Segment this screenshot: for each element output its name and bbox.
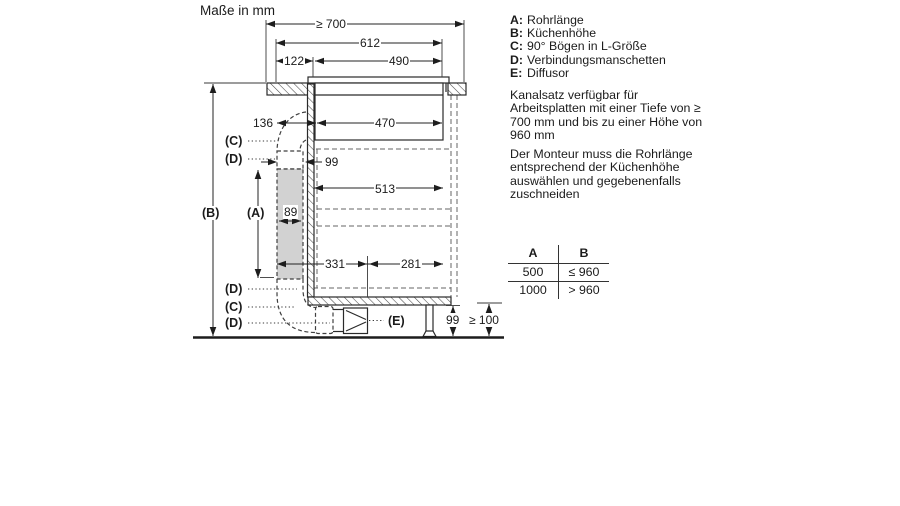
label-pipe-length-a: (A) <box>247 206 265 220</box>
note-installer: Der Monteur muss die Rohrlänge entsprechend der Küchenhöhe auswählen und gegebenenfalls zuschneiden <box>510 147 693 202</box>
legend-key-e: E: <box>510 65 523 80</box>
duct-pipe-a <box>277 169 303 279</box>
dim-cabinet-inner: 513 <box>375 182 396 196</box>
worktop-left <box>267 83 308 95</box>
legend-label-b: Küchenhöhe <box>527 26 597 41</box>
pipe-length-table <box>508 245 609 299</box>
legend-item-c <box>510 40 666 53</box>
installation-diagram <box>0 0 510 350</box>
table-cell-b2: > 960 <box>558 282 609 299</box>
label-leaders <box>248 141 384 323</box>
label-bend-bottom-c: (C) <box>225 300 243 314</box>
label-sleeve-bottom-d: (D) <box>225 316 243 330</box>
legend-key-c: C: <box>510 39 523 54</box>
legend-key-d: D: <box>510 52 523 67</box>
legend-label-e: Diffusor <box>527 65 570 80</box>
note-availability: Kanalsatz verfügbar für Arbeitsplatten mit einer Tiefe von ≥ 700 mm und bis zu einer Höhe von 960 mm <box>510 88 703 143</box>
dim-plinth-min-height: ≥ 100 <box>469 313 499 327</box>
dim-front-run: 331 <box>325 257 346 271</box>
vertical-duct <box>308 84 315 297</box>
units-note: Maße in mm <box>200 3 276 18</box>
dim-duct-width: 89 <box>284 205 298 219</box>
table-header-row <box>508 245 609 264</box>
dim-duct-depth: 99 <box>325 155 339 169</box>
legend-key-a: A: <box>510 13 523 27</box>
hob-glass <box>308 77 449 83</box>
legend-label-c: 90° Bögen in L-Größe <box>527 39 647 54</box>
table-cell-a1: 500 <box>522 265 544 279</box>
dim-worktop-depth: ≥ 700 <box>316 17 346 31</box>
table-header-b: B <box>558 245 609 263</box>
label-sleeve-top-d: (D) <box>225 152 243 166</box>
table-row <box>508 282 609 299</box>
cabinet-base <box>308 297 451 305</box>
dim-rear-run: 281 <box>401 257 422 271</box>
dim-plinth-duct-height: 99 <box>446 313 460 327</box>
label-bend-top-c: (C) <box>225 134 243 148</box>
dim-front-offset: 122 <box>284 54 305 68</box>
table-header-a: A <box>528 246 538 260</box>
cabinet-leg <box>426 305 433 332</box>
legend-item-d <box>510 54 666 67</box>
dimension-lines <box>213 24 489 336</box>
legend-key-b: B: <box>510 26 523 41</box>
legend-item-e <box>510 67 666 80</box>
worktop-right <box>448 83 466 95</box>
legend <box>510 14 666 80</box>
diffusor <box>344 308 368 334</box>
label-diffusor-e: (E) <box>388 314 405 328</box>
table-row <box>508 264 609 282</box>
dim-bend-depth: 136 <box>253 116 274 130</box>
dim-cutout-depth: 490 <box>389 54 410 68</box>
hob-body <box>315 83 443 140</box>
legend-label-a: Rohrlänge <box>527 13 584 27</box>
label-kitchen-height-b: (B) <box>202 206 220 220</box>
dim-total-depth: 612 <box>360 36 381 50</box>
table-cell-b1: ≤ 960 <box>558 264 609 281</box>
table-cell-a2: 1000 <box>519 283 547 297</box>
leg-foot <box>423 331 436 337</box>
label-sleeve-mid-d: (D) <box>225 282 243 296</box>
dim-hob-depth: 470 <box>375 116 396 130</box>
legend-label-d: Verbindungsmanschetten <box>527 52 666 67</box>
